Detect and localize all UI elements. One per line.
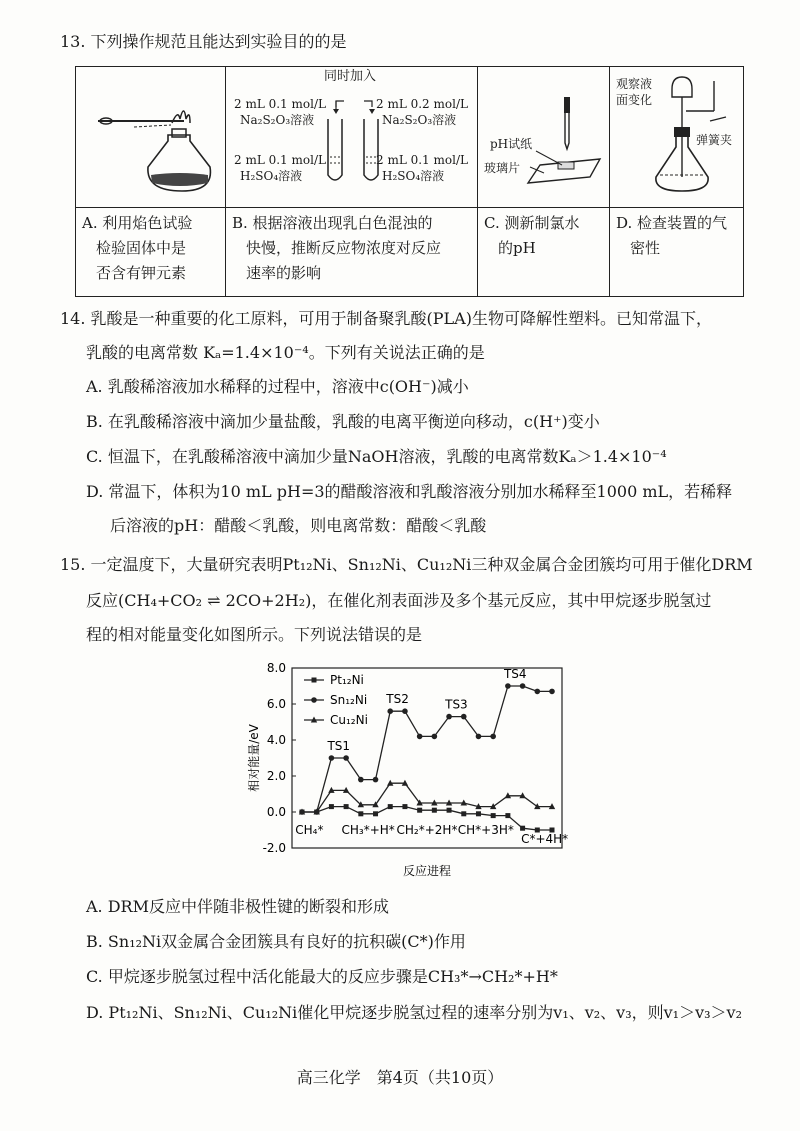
airtight-apparatus <box>610 67 744 203</box>
data-point <box>461 714 467 720</box>
y-tick-label: 6.0 <box>266 697 286 711</box>
observe-label-1: 观察液 <box>616 77 653 91</box>
q13-stem: 13. 下列操作规范且能达到实验目的的是 <box>60 32 347 51</box>
option-b-line3: 速率的影响 <box>246 264 322 282</box>
ts-annotation: TS4 <box>503 667 527 681</box>
data-point <box>461 811 466 816</box>
ts-annotation: TS2 <box>386 692 409 707</box>
q15-stem-1: 15. 一定温度下，大量研究表明Pt₁₂Ni、Sn₁₂Ni、Cu₁₂Ni三种双金属合金团簇均可用于催化DRM <box>60 555 753 574</box>
q14-option-a: A. 乳酸稀溶液加水稀释的过程中，溶液中c(OH⁻)减小 <box>86 377 469 396</box>
glass-plate-label: 玻璃片 <box>484 161 521 175</box>
y-tick-label: 0.0 <box>266 805 286 819</box>
q14-option-b: B. 在乳酸稀溶液中滴加少量盐酸，乳酸的电离平衡逆向移动，c(H⁺)变小 <box>86 412 600 431</box>
option-a-line1: A. 利用焰色试验 <box>82 214 193 232</box>
data-point <box>417 734 423 740</box>
y-tick-label: 2.0 <box>266 769 286 783</box>
q15-option-b: B. Sn₁₂Ni双金属合金团簇具有良好的抗积碳(C*)作用 <box>86 932 466 951</box>
option-a-line3: 否含有钾元素 <box>96 264 187 282</box>
q14-option-d-line2: 后溶液的pH：醋酸＜乳酸，则电离常数：醋酸＜乳酸 <box>110 516 487 535</box>
right-bot-line2: H₂SO₄溶液 <box>382 169 445 183</box>
q13-table <box>75 66 744 297</box>
data-point <box>358 777 364 783</box>
data-point <box>402 708 408 714</box>
x-category-label: CH₂*+2H* <box>396 823 458 837</box>
data-point <box>505 683 511 689</box>
q14-stem-2: 乳酸的电离常数 Kₐ=1.4×10⁻⁴。下列有关说法正确的是 <box>86 343 485 362</box>
spring-clip-label: 弹簧夹 <box>696 133 733 147</box>
option-c-line1: C. 测新制氯水 <box>484 214 580 232</box>
data-point <box>343 755 349 761</box>
data-point <box>446 714 452 720</box>
ts-annotation: TS3 <box>445 697 468 712</box>
option-d-line2: 密性 <box>630 239 661 257</box>
option-b-line1: B. 根据溶液出现乳白色混浊的 <box>232 214 433 232</box>
data-point <box>329 804 334 809</box>
data-point <box>490 734 496 740</box>
header-label: 同时加入 <box>324 69 377 84</box>
dropper-figure <box>478 67 610 203</box>
left-bot-line1: 2 mL 0.1 mol/L <box>234 153 326 167</box>
q15-option-c: C. 甲烷逐步脱氢过程中活化能最大的反应步骤是CH₃*→CH₂*+H* <box>86 967 558 986</box>
ph-paper-label: pH试纸 <box>490 137 533 151</box>
data-point <box>387 708 393 714</box>
data-point <box>402 804 407 809</box>
legend-marker <box>311 697 317 703</box>
option-b <box>226 208 478 297</box>
option-b-line2: 快慢，推断反应物浓度对反应 <box>246 239 442 257</box>
data-point <box>505 813 510 818</box>
observe-label-2: 面变化 <box>616 93 653 107</box>
cell-c-figure <box>478 67 610 208</box>
y-tick-label: -2.0 <box>262 841 286 855</box>
right-top-line2: Na₂S₂O₃溶液 <box>382 113 457 127</box>
cell-b-figure <box>226 67 478 208</box>
left-bot-line2: H₂SO₄溶液 <box>240 169 303 183</box>
series-line-2 <box>302 783 552 812</box>
data-point <box>476 734 482 740</box>
q15-option-d: D. Pt₁₂Ni、Sn₁₂Ni、Cu₁₂Ni催化甲烷逐步脱氢过程的速率分别为v₁、v₂、v₃，则v₁＞v₃＞v₂ <box>86 1003 742 1022</box>
cell-d-figure <box>610 67 744 208</box>
data-point <box>534 689 540 695</box>
data-point <box>373 777 379 783</box>
x-category-label: CH₄* <box>295 823 324 837</box>
data-point <box>549 689 555 695</box>
data-point <box>329 755 335 761</box>
right-bot-line1: 2 mL 0.1 mol/L <box>376 153 468 167</box>
data-point <box>344 804 349 809</box>
x-axis-label: 反应进程 <box>402 864 452 878</box>
y-tick-label: 8.0 <box>266 661 286 675</box>
data-point <box>520 826 525 831</box>
data-point <box>417 808 422 813</box>
q15-stem-2: 反应(CH₄+CO₂ ⇌ 2CO+2H₂)，在催化剂表面涉及多个基元反应，其中甲烷逐步脱氢过 <box>86 591 712 610</box>
legend-label: Pt₁₂Ni <box>330 673 364 687</box>
cell-a-figure <box>76 67 226 208</box>
left-top-line1: 2 mL 0.1 mol/L <box>234 97 326 111</box>
data-point <box>520 683 526 689</box>
data-point <box>432 808 437 813</box>
q14-option-d-line1: D. 常温下，体积为10 mL pH=3的醋酸溶液和乳酸溶液分别加水稀释至1000 mL，若稀释 <box>86 482 733 501</box>
x-category-label: CH₃*+H* <box>341 823 395 837</box>
y-tick-label: 4.0 <box>266 733 286 747</box>
option-c <box>478 208 610 297</box>
page-footer: 高三化学 第4页（共10页） <box>296 1068 504 1087</box>
q15-stem-3: 程的相对能量变化如图所示。下列说法错误的是 <box>86 625 423 644</box>
x-category-label: CH*+3H* <box>457 823 514 837</box>
energy-chart-svg <box>240 660 570 880</box>
data-point <box>476 811 481 816</box>
option-d <box>610 208 744 297</box>
data-point <box>358 811 363 816</box>
q14-stem-1: 14. 乳酸是一种重要的化工原料，可用于制备聚乳酸(PLA)生物可降解性塑料。已知常温下， <box>60 309 712 328</box>
energy-chart <box>240 660 570 880</box>
q14-option-c: C. 恒温下，在乳酸稀溶液中滴加少量NaOH溶液，乳酸的电离常数Kₐ＞1.4×10⁻⁴ <box>86 447 667 466</box>
ts-annotation: TS1 <box>327 739 351 753</box>
legend-label: Sn₁₂Ni <box>330 693 368 707</box>
q15-option-a: A. DRM反应中伴随非极性键的断裂和形成 <box>86 897 389 916</box>
data-point <box>432 734 438 740</box>
option-a-line2: 检验固体中是 <box>96 239 187 257</box>
option-d-line1: D. 检查装置的气 <box>616 214 728 232</box>
option-a <box>76 208 226 297</box>
data-point <box>447 808 452 813</box>
data-point <box>491 813 496 818</box>
y-axis-label: 相对能量/eV <box>247 724 261 792</box>
x-category-label: C*+4H* <box>521 832 569 846</box>
test-tubes-figure <box>226 67 478 203</box>
option-c-line2: 的pH <box>498 239 536 257</box>
right-top-line1: 2 mL 0.2 mol/L <box>376 97 468 111</box>
data-point <box>388 804 393 809</box>
left-top-line2: Na₂S₂O₃溶液 <box>240 113 315 127</box>
flame-test-apparatus <box>76 67 226 203</box>
legend-marker <box>312 678 317 683</box>
data-point <box>373 811 378 816</box>
legend-label: Cu₁₂Ni <box>330 713 368 727</box>
